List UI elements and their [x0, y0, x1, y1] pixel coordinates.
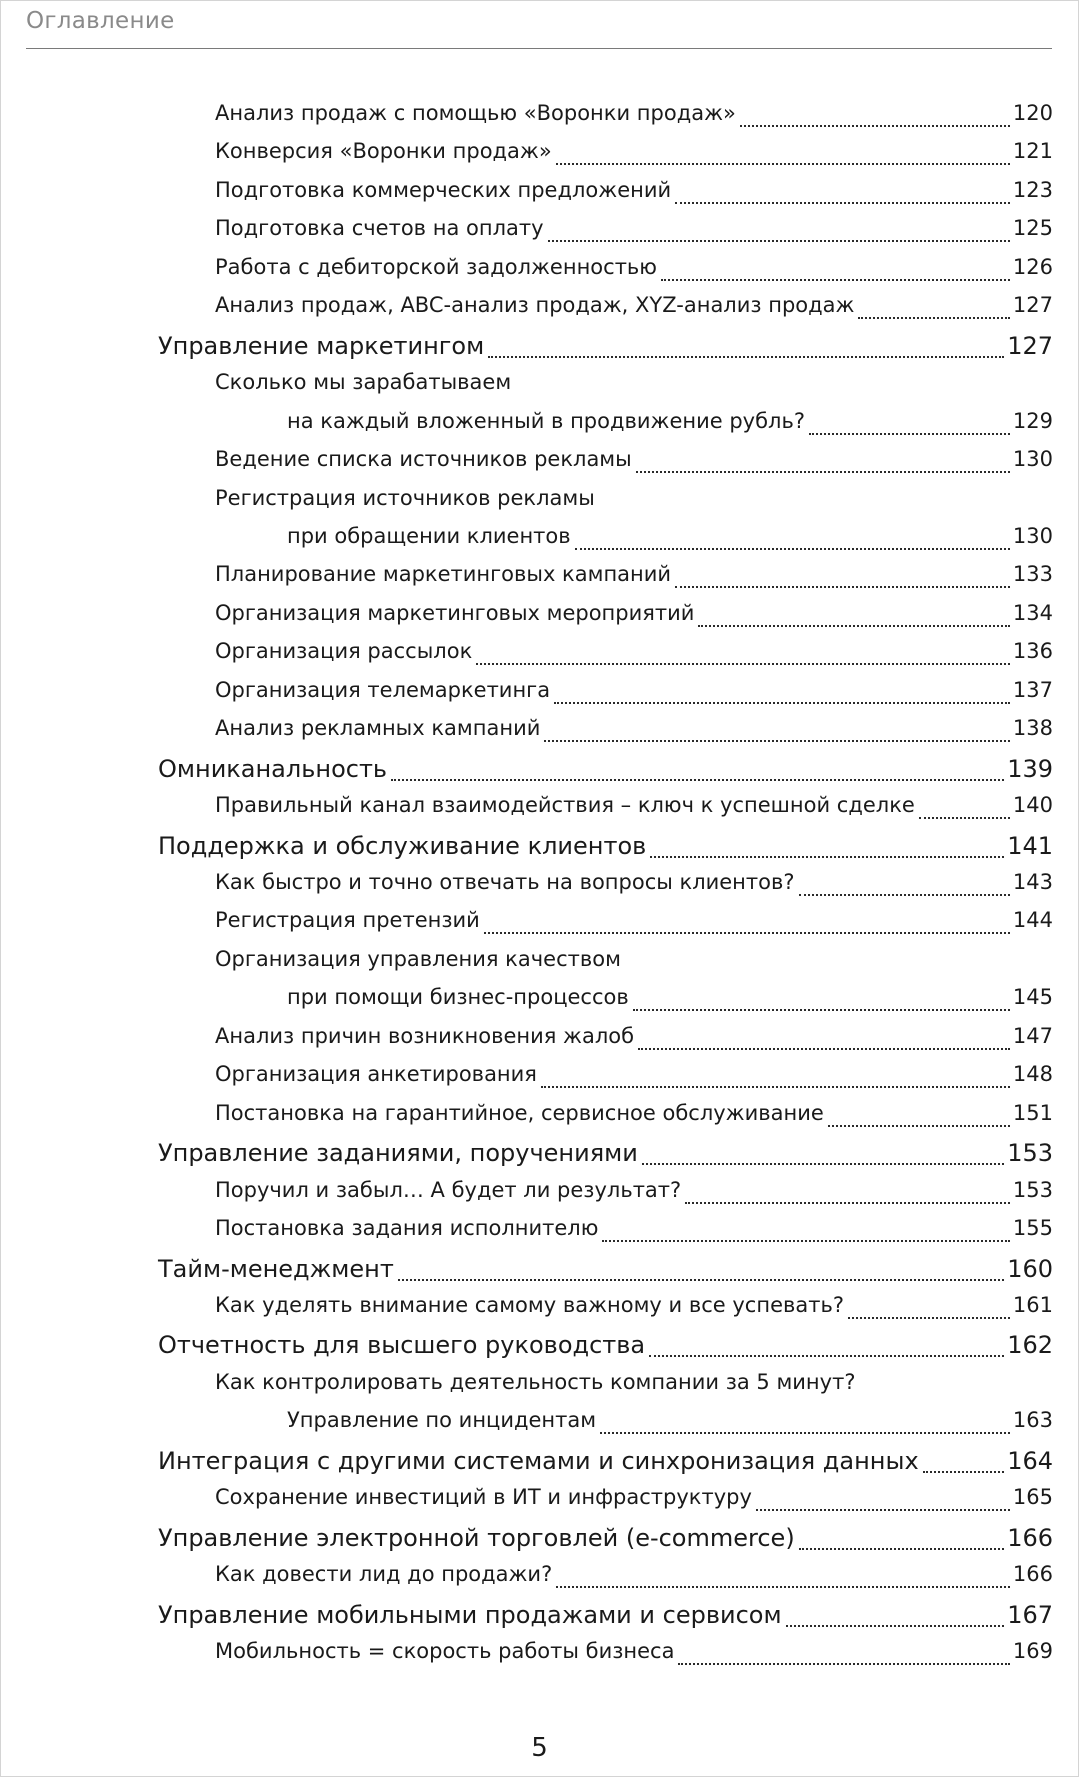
toc-entry-row[interactable] [0, 447, 1079, 479]
toc-entry-title: Постановка на гарантийное, сервисное обслуживание [215, 1100, 824, 1125]
toc-entry-title: Управление по инцидентам [287, 1408, 597, 1433]
toc-page-number: 151 [1012, 1100, 1053, 1125]
dot-leader [698, 625, 1009, 627]
toc-entry-title: Как контролировать деятельность компании за 5 минут? [215, 1369, 856, 1394]
toc-entry-row[interactable] [0, 678, 1079, 710]
toc-entry-title: Подготовка коммерческих предложений [215, 177, 672, 202]
toc-entry-title: Поддержка и обслуживание клиентов [158, 831, 647, 860]
toc-page-number: 145 [1012, 985, 1053, 1010]
toc-page-number: 126 [1012, 254, 1053, 279]
dot-leader [848, 1317, 1010, 1319]
toc-page-number: 125 [1012, 216, 1053, 241]
dot-leader [828, 1125, 1010, 1127]
toc-page-number: 127 [1007, 331, 1053, 360]
toc-page-number: 169 [1012, 1639, 1053, 1663]
toc-entry-title: Мобильность = скорость работы бизнеса [215, 1639, 675, 1663]
dot-leader [919, 817, 1010, 819]
dot-leader [484, 932, 1010, 934]
toc-entry-title: Регистрация источников рекламы [215, 485, 595, 510]
toc-chapter-row[interactable] [0, 1601, 1079, 1633]
dot-leader [544, 740, 1010, 742]
toc-page-number: 167 [1007, 1600, 1053, 1629]
dot-leader [642, 1163, 1004, 1165]
toc-entry-row[interactable] [0, 216, 1079, 248]
toc-entry-title: Регистрация претензий [215, 908, 480, 933]
toc-page-number: 162 [1007, 1331, 1053, 1360]
toc-entry-row[interactable] [0, 639, 1079, 671]
toc-entry-title: Организация телемаркетинга [215, 677, 551, 702]
dot-leader [678, 1663, 1009, 1665]
toc-entry-title: Организация управления качеством [215, 946, 621, 971]
dot-leader [638, 1048, 1010, 1050]
toc-entry-title: Управление маркетингом [158, 331, 485, 360]
dot-leader [650, 856, 1004, 858]
toc-entry-title: Правильный канал взаимодействия – ключ к успешной сделке [215, 793, 915, 818]
toc-entry-title: Анализ причин возникновения жалоб [215, 1023, 635, 1048]
toc-page-number: 123 [1012, 177, 1053, 202]
toc-entry-row[interactable] [0, 793, 1079, 825]
toc-entry-title: Конверсия «Воронки продаж» [215, 139, 552, 164]
toc-entry-title: на каждый вложенный в продвижение рубль? [287, 408, 805, 433]
dot-leader [548, 240, 1010, 242]
toc-entry-row[interactable] [0, 562, 1079, 594]
toc-entry-title: Тайм-менеджмент [158, 1254, 394, 1283]
toc-entry-row[interactable] [0, 1101, 1079, 1133]
toc-entry-title: Анализ продаж, ABC-анализ продаж, XYZ-анализ продаж [215, 293, 855, 318]
toc-chapter-row[interactable] [0, 1524, 1079, 1556]
dot-leader [675, 202, 1010, 204]
toc-entry-title: Сколько мы зарабатываем [215, 370, 512, 395]
toc-chapter-row[interactable] [0, 755, 1079, 787]
dot-leader [661, 279, 1010, 281]
dot-leader [575, 548, 1010, 550]
toc-entry-title: Как уделять внимание самому важному и все успевать? [215, 1292, 844, 1317]
toc-entry-title: Планирование маркетинговых кампаний [215, 562, 672, 587]
dot-leader [786, 1625, 1005, 1627]
toc-entry-row[interactable] [0, 947, 1079, 979]
toc-entry-row[interactable] [0, 409, 1079, 441]
toc-entry-row[interactable] [0, 101, 1079, 133]
toc-chapter-row[interactable] [0, 1331, 1079, 1363]
toc-entry-row[interactable] [0, 1639, 1079, 1671]
toc-entry-row[interactable] [0, 1293, 1079, 1325]
toc-page-number: 161 [1012, 1292, 1053, 1317]
toc-entry-title: при помощи бизнес-процессов [287, 985, 629, 1010]
toc-entry-row[interactable] [0, 1408, 1079, 1440]
toc-page-number: 166 [1007, 1523, 1053, 1552]
toc-page-number: 130 [1012, 447, 1053, 472]
dot-leader [923, 1471, 1005, 1473]
dot-leader [556, 1586, 1010, 1588]
toc-page-number: 120 [1012, 101, 1053, 125]
dot-leader [488, 356, 1004, 358]
toc-page-number: 136 [1012, 639, 1053, 664]
running-head-title: Оглавление [26, 8, 175, 34]
toc-entry-row[interactable] [0, 870, 1079, 902]
toc-page-number: 130 [1012, 523, 1053, 548]
toc-page-number: 165 [1012, 1485, 1053, 1510]
toc-entry-row[interactable] [0, 370, 1079, 402]
dot-leader [685, 1202, 1010, 1204]
toc-page-number: 129 [1012, 408, 1053, 433]
toc-page-number: 138 [1012, 716, 1053, 741]
toc-page-number: 141 [1007, 831, 1053, 860]
toc-entry-title: Сохранение инвестиций в ИТ и инфраструктуру [215, 1485, 752, 1510]
toc-entry-row[interactable] [0, 601, 1079, 633]
toc-entry-title: Анализ рекламных кампаний [215, 716, 541, 741]
toc-entry-row[interactable] [0, 1062, 1079, 1094]
dot-leader [541, 1086, 1010, 1088]
dot-leader [756, 1509, 1010, 1511]
toc-entry-row[interactable] [0, 985, 1079, 1017]
dot-leader [476, 663, 1010, 665]
dot-leader [799, 1548, 1005, 1550]
dot-leader [809, 433, 1010, 435]
toc-page-number: 144 [1012, 908, 1053, 933]
toc-entry-row[interactable] [0, 486, 1079, 518]
dot-leader [600, 1432, 1010, 1434]
toc-entry-title: при обращении клиентов [287, 523, 571, 548]
toc-page-number: 140 [1012, 793, 1053, 818]
toc-entry-title: Управление заданиями, поручениями [158, 1139, 638, 1168]
toc-page-number: 164 [1007, 1446, 1053, 1475]
dot-leader [636, 471, 1010, 473]
dot-leader [554, 702, 1010, 704]
page-number: 5 [531, 1733, 548, 1763]
toc-entry-row[interactable] [0, 1485, 1079, 1517]
toc-page-number: 143 [1012, 870, 1053, 894]
toc-entry-title: Управление электронной торговлей (e-commerce) [158, 1523, 795, 1552]
toc-entry-row[interactable] [0, 139, 1079, 171]
toc-entry-row[interactable] [0, 255, 1079, 287]
toc-page-number: 134 [1012, 600, 1053, 625]
toc-chapter-row[interactable] [0, 332, 1079, 364]
toc-entry-row[interactable] [0, 716, 1079, 748]
toc-entry-title: Ведение списка источников рекламы [215, 447, 632, 472]
toc-entry-title: Управление мобильными продажами и сервисом [158, 1600, 782, 1629]
toc-entry-title: Отчетность для высшего руководства [158, 1331, 646, 1360]
toc-page-number: 133 [1012, 562, 1053, 587]
toc-entry-title: Организация анкетирования [215, 1062, 537, 1087]
toc-chapter-row[interactable] [0, 1255, 1079, 1287]
toc-entry-row[interactable] [0, 1178, 1079, 1210]
dot-leader [675, 586, 1010, 588]
toc-page-number: 127 [1012, 293, 1053, 318]
toc-page-number: 153 [1007, 1139, 1053, 1168]
toc-entry-row[interactable] [0, 1216, 1079, 1248]
toc-page-number: 160 [1007, 1254, 1053, 1283]
dot-leader [649, 1355, 1004, 1357]
toc-chapter-row[interactable] [0, 832, 1079, 864]
toc-entry-title: Работа с дебиторской задолженностью [215, 254, 657, 279]
toc-page-number: 148 [1012, 1062, 1053, 1087]
toc-entry-row[interactable] [0, 524, 1079, 556]
dot-leader [799, 894, 1010, 896]
toc-chapter-row[interactable] [0, 1139, 1079, 1171]
toc-entry-title: Организация рассылок [215, 639, 473, 664]
dot-leader [602, 1240, 1010, 1242]
toc-entry-row[interactable] [0, 1024, 1079, 1056]
toc-entry-row[interactable] [0, 1370, 1079, 1402]
toc-entry-row[interactable] [0, 908, 1079, 940]
toc-page-number: 121 [1012, 139, 1053, 164]
dot-leader [858, 317, 1009, 319]
toc-entry-title: Организация маркетинговых мероприятий [215, 600, 695, 625]
toc-entry-title: Омниканальность [158, 754, 388, 783]
header-rule [26, 48, 1052, 49]
dot-leader [633, 1009, 1010, 1011]
toc-entry-row[interactable] [0, 178, 1079, 210]
toc-entry-title: Интеграция с другими системами и синхронизация данных [158, 1446, 919, 1475]
toc-entry-title: Анализ продаж с помощью «Воронки продаж» [215, 101, 736, 125]
dot-leader [391, 779, 1004, 781]
toc-entry-title: Как быстро и точно отвечать на вопросы клиентов? [215, 870, 795, 894]
dot-leader [398, 1279, 1004, 1281]
toc-page-number: 147 [1012, 1023, 1053, 1048]
toc-entry-row[interactable] [0, 293, 1079, 325]
toc-entry-row[interactable] [0, 1562, 1079, 1594]
toc-page-number: 139 [1007, 754, 1053, 783]
toc-page-number: 155 [1012, 1216, 1053, 1241]
dot-leader [556, 163, 1010, 165]
toc-chapter-row[interactable] [0, 1447, 1079, 1479]
toc-page-number: 137 [1012, 677, 1053, 702]
toc-page-number: 166 [1012, 1562, 1053, 1587]
toc-page-number: 153 [1012, 1177, 1053, 1202]
dot-leader [740, 125, 1010, 127]
toc-entry-title: Как довести лид до продажи? [215, 1562, 553, 1587]
toc-entry-title: Подготовка счетов на оплату [215, 216, 544, 241]
toc-entry-title: Постановка задания исполнителю [215, 1216, 599, 1241]
toc-page-number: 163 [1012, 1408, 1053, 1433]
toc-entry-title: Поручил и забыл… А будет ли результат? [215, 1177, 682, 1202]
